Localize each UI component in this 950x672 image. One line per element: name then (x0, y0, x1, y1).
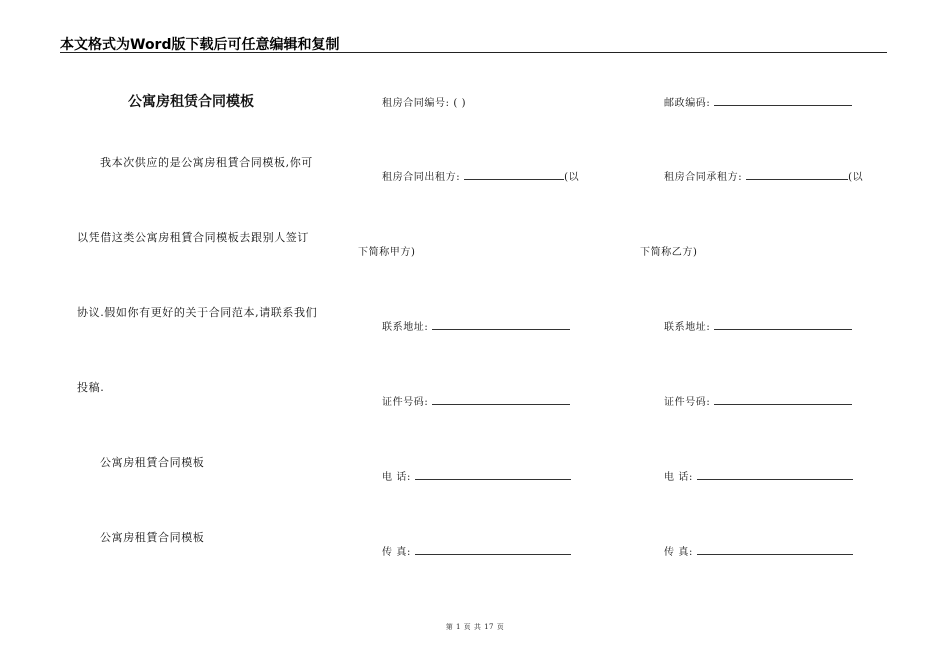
lessor-blank-line (464, 178, 564, 180)
page-number: 第 1 页 共 17 页 (445, 623, 505, 631)
header-rule (60, 52, 887, 53)
lessor-address-line (432, 328, 570, 330)
lessor-id-field (382, 393, 570, 408)
header-banner: 本文格式为Word版下载后可任意编辑和复制 (60, 37, 340, 53)
lessor-phone-line (415, 478, 571, 480)
postcode-line (714, 104, 852, 106)
lessee-fax-label: 传 真: (664, 547, 693, 558)
lessor-id-label: 证件号码: (382, 397, 429, 408)
lessee-label: 租房合同承租方: (664, 172, 743, 183)
lessor-suffix: (以 (564, 172, 580, 183)
lessor-label: 租房合同出租方: (382, 172, 461, 183)
lessor-fax-label: 传 真: (382, 547, 411, 558)
lessee-suffix: (以 (848, 172, 864, 183)
lessor-fax-line (415, 553, 571, 555)
lessee-phone-field (664, 468, 853, 483)
postcode-label: 邮政编码: (664, 98, 711, 109)
lessee-blank-line (746, 178, 848, 180)
document-title: 公寓房租赁合同模板 (128, 94, 254, 110)
postcode-field (664, 94, 852, 109)
lessee-phone-line (697, 478, 853, 480)
lessor-continuation: 下简称甲方) (358, 247, 416, 258)
contract-number-label: 租房合同编号: ( ) (382, 98, 467, 109)
intro-line-4: 投稿. (77, 381, 105, 394)
lessee-id-line (714, 403, 852, 405)
lessee-address-line (714, 328, 852, 330)
lessee-phone-label: 电 话: (664, 472, 693, 483)
lessor-address-label: 联系地址: (382, 322, 429, 333)
intro-line-1: 我本次供应的是公寓房租賃合同模板,你可 (100, 156, 313, 169)
lessee-continuation: 下简称乙方) (640, 247, 698, 258)
subheading-2: 公寓房租賃合同模板 (100, 531, 205, 544)
lessor-id-line (432, 403, 570, 405)
lessor-phone-label: 电 话: (382, 472, 411, 483)
lessee-id-label: 证件号码: (664, 397, 711, 408)
lessor-phone-field (382, 468, 571, 483)
lessor-field (382, 168, 579, 183)
lessee-fax-field (664, 543, 853, 558)
intro-line-3: 协议.假如你有更好的关于合同范本,请联系我们 (77, 306, 318, 319)
lessor-fax-field (382, 543, 571, 558)
contract-number-field (382, 94, 466, 109)
lessee-field (664, 168, 863, 183)
lessee-fax-line (697, 553, 853, 555)
intro-line-2: 以凭借这类公寓房租賃合同模板去跟别人签订 (77, 231, 309, 244)
lessor-address-field (382, 318, 570, 333)
lessee-address-field (664, 318, 852, 333)
subheading-1: 公寓房租賃合同模板 (100, 456, 205, 469)
lessee-id-field (664, 393, 852, 408)
lessee-address-label: 联系地址: (664, 322, 711, 333)
